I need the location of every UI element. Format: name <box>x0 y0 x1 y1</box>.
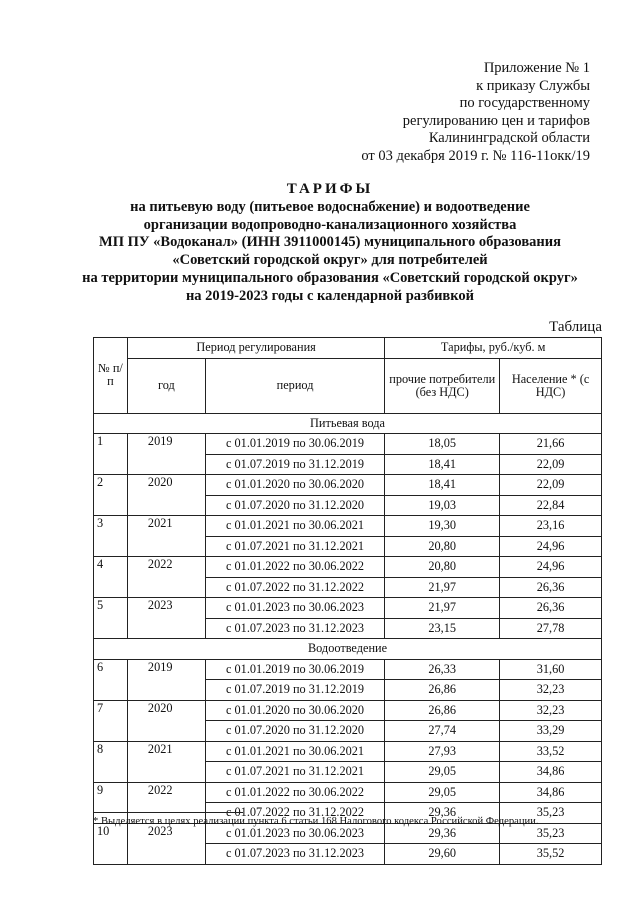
cell-year: 2021 <box>127 741 205 782</box>
cell-other-consumers: 18,41 <box>385 475 500 496</box>
cell-period: с 01.07.2023 по 31.12.2023 <box>205 618 385 639</box>
cell-population: 35,52 <box>500 844 602 865</box>
cell-num: 6 <box>94 659 128 700</box>
cell-period: с 01.01.2023 по 30.06.2023 <box>205 598 385 619</box>
header-population: Население * (с НДС) <box>500 358 602 413</box>
table-body <box>94 413 602 864</box>
cell-period: с 01.07.2021 по 31.12.2021 <box>205 536 385 557</box>
table-row <box>94 659 602 680</box>
cell-other-consumers: 21,97 <box>385 577 500 598</box>
cell-other-consumers: 20,80 <box>385 557 500 578</box>
footnote: * Выделяется в целях реализации пункта 6 статьи 168 Налогового кодекса Российской Федерации. <box>93 816 539 827</box>
cell-num: 9 <box>94 782 128 823</box>
title-line: МП ПУ «Водоканал» (ИНН 3911000145) муниципального образования <box>99 234 561 251</box>
cell-num: 4 <box>94 557 128 598</box>
cell-period: с 01.07.2023 по 31.12.2023 <box>205 844 385 865</box>
header-regulation-period: Период регулирования <box>127 338 384 359</box>
cell-period: с 01.07.2019 по 31.12.2019 <box>205 680 385 701</box>
cell-other-consumers: 26,86 <box>385 700 500 721</box>
cell-other-consumers: 26,86 <box>385 680 500 701</box>
title-line: на питьевую воду (питьевое водоснабжение) и водоотведение <box>130 198 530 215</box>
cell-period: с 01.01.2019 по 30.06.2019 <box>205 659 385 680</box>
cell-population: 35,23 <box>500 803 602 824</box>
table-caption: Таблица <box>549 319 602 335</box>
cell-period: с 01.01.2023 по 30.06.2023 <box>205 823 385 844</box>
cell-year: 2020 <box>127 475 205 516</box>
table-row <box>94 700 602 721</box>
cell-population: 22,84 <box>500 495 602 516</box>
section-row <box>94 413 602 434</box>
header-other-consumers: прочие потребители (без НДС) <box>385 358 500 413</box>
section-row <box>94 639 602 660</box>
header-year: год <box>127 358 205 413</box>
cell-population: 21,66 <box>500 434 602 455</box>
table-row <box>94 516 602 537</box>
table-header <box>94 338 602 414</box>
cell-num: 2 <box>94 475 128 516</box>
cell-year: 2022 <box>127 557 205 598</box>
cell-population: 26,36 <box>500 598 602 619</box>
cell-population: 33,29 <box>500 721 602 742</box>
cell-other-consumers: 20,80 <box>385 536 500 557</box>
cell-period: с 01.07.2020 по 31.12.2020 <box>205 721 385 742</box>
header-tariffs: Тарифы, руб./куб. м <box>385 338 602 359</box>
cell-population: 24,96 <box>500 536 602 557</box>
cell-period: с 01.07.2022 по 31.12.2022 <box>205 803 385 824</box>
cell-year: 2022 <box>127 782 205 823</box>
cell-population: 26,36 <box>500 577 602 598</box>
cell-num: 1 <box>94 434 128 475</box>
cell-other-consumers: 29,05 <box>385 782 500 803</box>
cell-year: 2019 <box>127 659 205 700</box>
table-row <box>94 598 602 619</box>
cell-other-consumers: 27,74 <box>385 721 500 742</box>
cell-num: 8 <box>94 741 128 782</box>
cell-population: 22,09 <box>500 475 602 496</box>
cell-other-consumers: 29,05 <box>385 762 500 783</box>
cell-population: 35,23 <box>500 823 602 844</box>
section-title: Водоотведение <box>94 639 602 660</box>
cell-other-consumers: 29,36 <box>385 823 500 844</box>
cell-population: 34,86 <box>500 782 602 803</box>
cell-other-consumers: 29,36 <box>385 803 500 824</box>
cell-period: с 01.07.2020 по 31.12.2020 <box>205 495 385 516</box>
cell-population: 22,09 <box>500 454 602 475</box>
title-line: на территории муниципального образования «Советский городской округ» <box>82 269 578 286</box>
cell-other-consumers: 19,03 <box>385 495 500 516</box>
appendix-line: Калининградской области <box>428 130 590 147</box>
table-row <box>94 434 602 455</box>
cell-other-consumers: 26,33 <box>385 659 500 680</box>
title-line: организации водопроводно-канализационного хозяйства <box>143 216 517 233</box>
cell-num: 5 <box>94 598 128 639</box>
appendix-line: Приложение № 1 <box>483 60 590 76</box>
cell-other-consumers: 18,41 <box>385 454 500 475</box>
appendix-line: по государственному <box>459 95 590 112</box>
footnote-divider <box>93 812 243 813</box>
cell-population: 23,16 <box>500 516 602 537</box>
table-row <box>94 557 602 578</box>
title-line: «Советский городской округ» для потребителей <box>172 252 488 269</box>
header-num: № п/п <box>94 338 128 414</box>
cell-year: 2021 <box>127 516 205 557</box>
title-line: на 2019-2023 годы с календарной разбивкой <box>185 287 475 304</box>
appendix-line: от 03 декабря 2019 г. № 116-11окк/19 <box>361 147 590 164</box>
cell-other-consumers: 21,97 <box>385 598 500 619</box>
title-heading: ТАРИФЫ <box>286 181 374 197</box>
cell-period: с 01.01.2021 по 30.06.2021 <box>205 741 385 762</box>
cell-period: с 01.01.2019 по 30.06.2019 <box>205 434 385 455</box>
cell-other-consumers: 23,15 <box>385 618 500 639</box>
cell-period: с 01.01.2021 по 30.06.2021 <box>205 516 385 537</box>
cell-num: 3 <box>94 516 128 557</box>
tariffs-table <box>93 337 602 865</box>
cell-period: с 01.01.2022 по 30.06.2022 <box>205 557 385 578</box>
cell-other-consumers: 29,60 <box>385 844 500 865</box>
header-period: период <box>205 358 385 413</box>
cell-other-consumers: 27,93 <box>385 741 500 762</box>
cell-period: с 01.07.2021 по 31.12.2021 <box>205 762 385 783</box>
cell-population: 27,78 <box>500 618 602 639</box>
cell-population: 31,60 <box>500 659 602 680</box>
table-row <box>94 475 602 496</box>
cell-period: с 01.01.2020 по 30.06.2020 <box>205 700 385 721</box>
cell-population: 24,96 <box>500 557 602 578</box>
appendix-block <box>290 60 590 166</box>
appendix-line: регулированию цен и тарифов <box>402 112 590 129</box>
cell-period: с 01.07.2019 по 31.12.2019 <box>205 454 385 475</box>
cell-num: 10 <box>94 823 128 864</box>
cell-population: 34,86 <box>500 762 602 783</box>
cell-period: с 01.01.2022 по 30.06.2022 <box>205 782 385 803</box>
section-title: Питьевая вода <box>94 413 602 434</box>
table-row <box>94 741 602 762</box>
cell-other-consumers: 18,05 <box>385 434 500 455</box>
cell-population: 33,52 <box>500 741 602 762</box>
cell-year: 2023 <box>127 823 205 864</box>
cell-other-consumers: 19,30 <box>385 516 500 537</box>
cell-population: 32,23 <box>500 680 602 701</box>
table-row <box>94 782 602 803</box>
cell-population: 32,23 <box>500 700 602 721</box>
appendix-line: к приказу Службы <box>476 77 590 94</box>
cell-period: с 01.07.2022 по 31.12.2022 <box>205 577 385 598</box>
cell-num: 7 <box>94 700 128 741</box>
cell-year: 2019 <box>127 434 205 475</box>
cell-period: с 01.01.2020 по 30.06.2020 <box>205 475 385 496</box>
cell-year: 2023 <box>127 598 205 639</box>
document-title <box>40 181 620 306</box>
cell-year: 2020 <box>127 700 205 741</box>
